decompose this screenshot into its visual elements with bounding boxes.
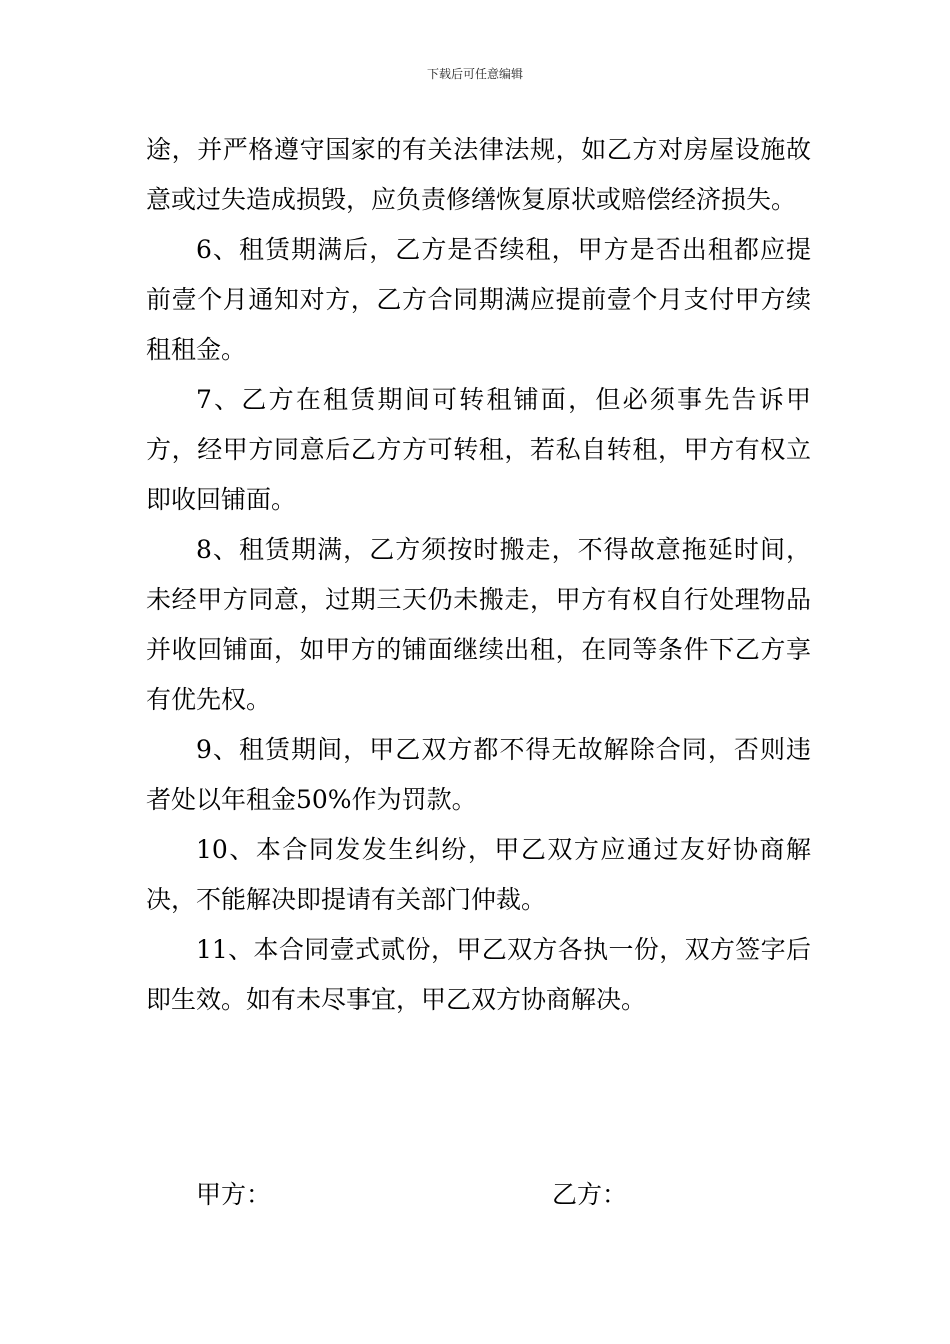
- clause-11: 11、本合同壹式贰份，甲乙双方各执一份，双方签字后即生效。如有未尽事宜，甲乙双方协商解决。: [146, 935, 811, 1014]
- clause-6: 6、租赁期满后，乙方是否续租，甲方是否出租都应提前壹个月通知对方，乙方合同期满应提前壹个月支付甲方续租租金。: [146, 235, 811, 364]
- contract-body: [146, 125, 811, 1025]
- page-header-note: 下载后可任意编辑: [426, 67, 523, 81]
- clause-8: 8、租赁期满，乙方须按时搬走，不得故意拖延时间，未经甲方同意，过期三天仍未搬走，甲方有权自行处理物品并收回铺面，如甲方的铺面继续出租，在同等条件下乙方享有优先权。: [146, 535, 811, 714]
- clause-7: 7、乙方在租赁期间可转租铺面，但必须事先告诉甲方，经甲方同意后乙方方可转租，若私自转租，甲方有权立即收回铺面。: [146, 385, 811, 514]
- clause-continuation: 途，并严格遵守国家的有关法律法规，如乙方对房屋设施故意或过失造成损毁，应负责修缮恢复原状或赔偿经济损失。: [146, 135, 811, 214]
- clause-10: 10、本合同发发生纠纷，甲乙双方应通过友好协商解决，不能解决即提请有关部门仲裁。: [146, 835, 811, 914]
- signature-party-a: 甲方：: [196, 1180, 272, 1209]
- signature-party-b: 乙方：: [552, 1180, 628, 1209]
- clause-9: 9、租赁期间，甲乙双方都不得无故解除合同，否则违者处以年租金50%作为罚款。: [146, 735, 811, 814]
